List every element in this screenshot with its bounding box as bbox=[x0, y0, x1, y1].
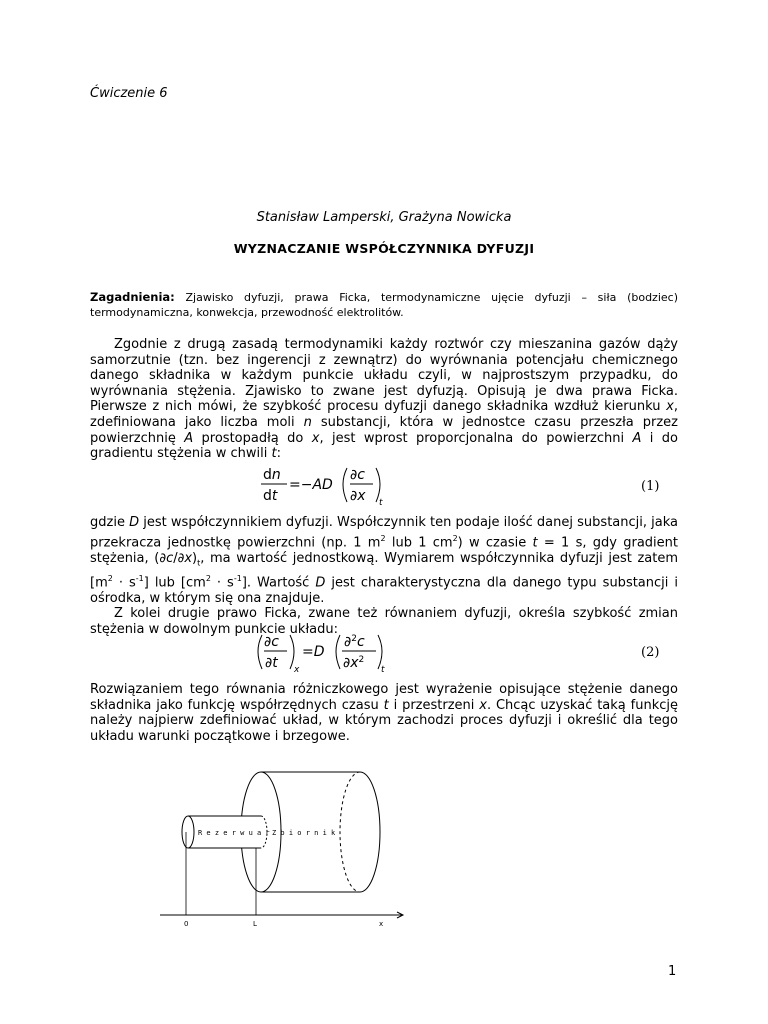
paragraph-solution: Rozwiązaniem tego równania różniczkowego jest wyrażenie opisujące stężenie danego składnika jako funkcję współrzędnych czasu t i przestrzeni x. Chcąc uzyskać taką funkcję należy najpierw zdefiniować układ, w którym zachodzi proces dyfuzji i określić dla tego układu warunki początkowe i brzegowe. bbox=[90, 682, 678, 744]
svg-text:=D: =D bbox=[302, 644, 325, 660]
exercise-header: Ćwiczenie 6 bbox=[90, 86, 168, 101]
reservoir-label: R e z e r w u a r bbox=[198, 829, 270, 837]
equation-1-number: (1) bbox=[641, 479, 660, 494]
svg-text:x: x bbox=[294, 665, 300, 675]
paragraph-second-law: Z kolei drugie prawo Ficka, zwane też równaniem dyfuzji, określa szybkość zmian stężenia w dowolnym punkcie układu: bbox=[90, 606, 678, 637]
equation-2-number: (2) bbox=[641, 645, 660, 660]
paragraph-diffusion-coefficient: gdzie D jest współczynnikiem dyfuzji. Współczynnik ten podaje ilość danej substancji, jaka przekracza jednostkę powierzchni (np. 1 $m^2$ lub 1 $cm^2$) w czasie t = 1 s, gdy gradient stężenia, $(\partial c/\partial x)_t$, ma wartość jednostkową. Wymiarem współczynnika dyfuzji jest zatem $[m^2 \cdot s^{-1}]$ lub $[cm^2 \cdot s^{-1}]$. Wartość D jest charakterystyczna dla danego typu substancji i ośrodka, w którym się ona znajduje. Z kolei drugie prawo Ficka, zwane też równaniem dyfuzji, określa szybkość zmian stężenia w dowolnym punkcie układu: bbox=[90, 515, 679, 637]
equation-1 bbox=[255, 462, 405, 508]
svg-text:∂2c: ∂$^2$c bbox=[344, 634, 365, 650]
svg-text:∂x2: $\partial x^2$ bbox=[343, 655, 365, 671]
svg-text:t: t bbox=[379, 498, 383, 508]
reservoir-left-ellipse bbox=[182, 816, 194, 848]
svg-text:∂x: ∂x bbox=[350, 488, 366, 504]
svg-text:dt: dt bbox=[263, 488, 278, 504]
diffusion-figure bbox=[150, 760, 410, 930]
topics-text: Zjawisko dyfuzji, prawa Ficka, termodynamiczne ujęcie dyfuzji – siła (bodziec) termodynamiczna, konwekcja, przewodność elektrolitów. bbox=[90, 291, 678, 319]
document-title: WYZNACZANIE WSPÓŁCZYNNIKA DYFUZJI bbox=[233, 241, 535, 256]
axis-x-label: x bbox=[379, 920, 384, 928]
svg-text:∂c: ∂c bbox=[264, 634, 279, 650]
axis-origin-label: 0 bbox=[184, 920, 189, 928]
tank-label: Z b i o r n i k bbox=[272, 829, 336, 837]
svg-text:dn: dn bbox=[263, 467, 281, 483]
topics-label: Zagadnienia: bbox=[90, 290, 175, 304]
page-number: 1 bbox=[668, 964, 677, 979]
svg-text:∂t: ∂t bbox=[265, 655, 278, 671]
authors: Stanisław Lamperski, Grażyna Nowicka bbox=[256, 210, 512, 225]
svg-text:=−AD: =−AD bbox=[289, 477, 333, 493]
equation-2 bbox=[252, 629, 402, 675]
topics-section bbox=[90, 290, 678, 320]
axis-L-label: L bbox=[253, 920, 257, 928]
svg-text:t: t bbox=[381, 665, 385, 675]
svg-text:∂c: ∂c bbox=[350, 467, 365, 483]
paragraph-intro: Zgodnie z drugą zasadą termodynamiki każdy roztwór czy mieszanina gazów dąży samorzutnie (tzn. bez ingerencji z zewnątrz) do wyrównania potencjału chemicznego danego składnika w każdym punkcie układu czyli, w najprostszym przypadku, do wyrównania stężenia. Zjawisko to zwane jest dyfuzją. Opisują je dwa prawa Ficka. Pierwsze z nich mówi, że szybkość procesu dyfuzji danego składnika wzdłuż kierunku x, zdefiniowana jako liczba moli n substancji, która w jednostce czasu przeszła przez powierzchnię A prostopadłą do x, jest wprost proporcjonalna do powierzchni A i do gradientu stężenia w chwili t: bbox=[90, 337, 679, 462]
